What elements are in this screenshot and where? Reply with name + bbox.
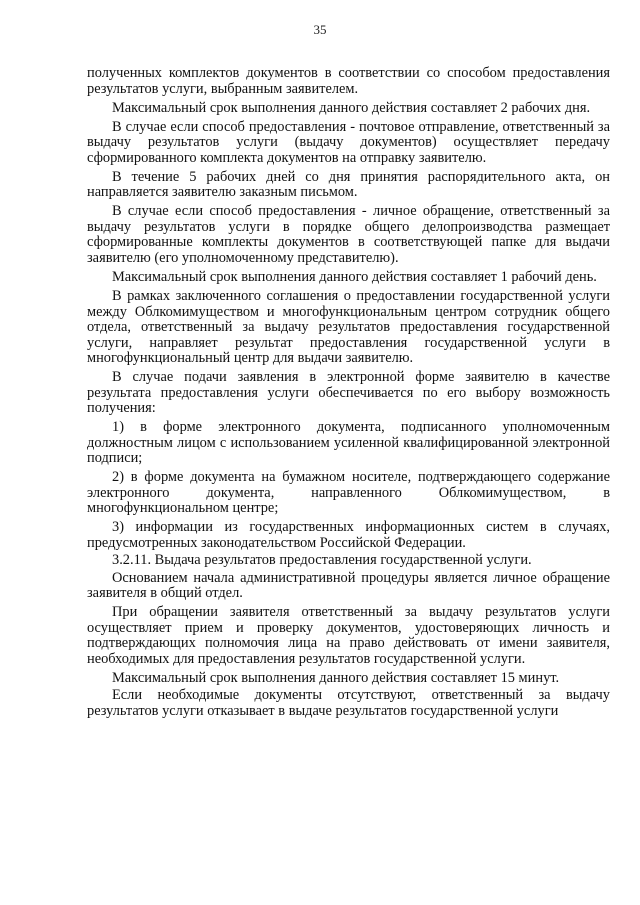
paragraph-document-check: При обращении заявителя ответственный за выдачу результатов услуги осуществляет прием и проверку документов, удостоверяющих личность и подтверждающих полномочия лица на право действовать от имени заявителя, необходимых для предоставления результатов государственной услуги. bbox=[87, 604, 610, 667]
list-item-1: 1) в форме электронного документа, подписанного уполномоченным должностным лицом с использованием усиленной квалифицированной электронной подписи; bbox=[87, 419, 610, 467]
paragraph-personal-visit: В случае если способ предоставления - личное обращение, ответственный за выдачу результатов услуги в порядке общего делопроизводства размещает сформированные комплекты документов в соответствующей папке для выдачи заявителю (его уполномоченному представителю). bbox=[87, 203, 610, 266]
paragraph-procedure-basis: Основанием начала административной процедуры является личное обращение заявителя в общий отдел. bbox=[87, 569, 610, 602]
paragraph-continuation: полученных комплектов документов в соответствии со способом предоставления результатов услуги, выбранным заявителем. bbox=[87, 65, 610, 97]
paragraph-postal-delivery: В случае если способ предоставления - почтовое отправление, ответственный за выдачу результатов услуги (выдачу документов) осуществляет передачу сформированного комплекта документов на отправку заявителю. bbox=[87, 118, 610, 166]
paragraph-electronic-form: В случае подачи заявления в электронной форме заявителю в качестве результата предоставления услуги обеспечивается по его выбору возможность получения: bbox=[87, 369, 610, 417]
paragraph-deadline-1-day: Максимальный срок выполнения данного действия составляет 1 рабочий день. bbox=[112, 268, 597, 285]
paragraph-mfc-agreement: В рамках заключенного соглашения о предоставлении государственной услуги между Облкомимуществом и многофункциональным центром сотрудник общего отдела, ответственный за выдачу результатов предоставления государственной услуги, направляет результат предоставления государственной услуги в многофункциональный центр для выдачи заявителю. bbox=[87, 288, 610, 367]
paragraph-refusal: Если необходимые документы отсутствуют, ответственный за выдачу результатов услуги отказывает в выдаче результатов государственной услуги bbox=[87, 687, 610, 719]
page-number: 35 bbox=[313, 22, 327, 37]
paragraph-registered-mail: В течение 5 рабочих дней со дня принятия распорядительного акта, он направляется заявителю заказным письмом. bbox=[87, 168, 610, 201]
paragraph-deadline-2-days: Максимальный срок выполнения данного действия составляет 2 рабочих дня. bbox=[112, 99, 591, 116]
section-heading-3-2-11: 3.2.11. Выдача результатов предоставления государственной услуги. bbox=[112, 552, 532, 569]
paragraph-deadline-15-min: Максимальный срок выполнения данного действия составляет 15 минут. bbox=[112, 669, 560, 686]
list-item-3: 3) информации из государственных информационных систем в случаях, предусмотренных законодательством Российской Федерации. bbox=[87, 519, 610, 551]
document-text bbox=[87, 66, 610, 723]
list-item-2: 2) в форме документа на бумажном носителе, подтверждающего содержание электронного документа, направленного Облкомимуществом, в многофункциональном центре; bbox=[87, 469, 610, 517]
